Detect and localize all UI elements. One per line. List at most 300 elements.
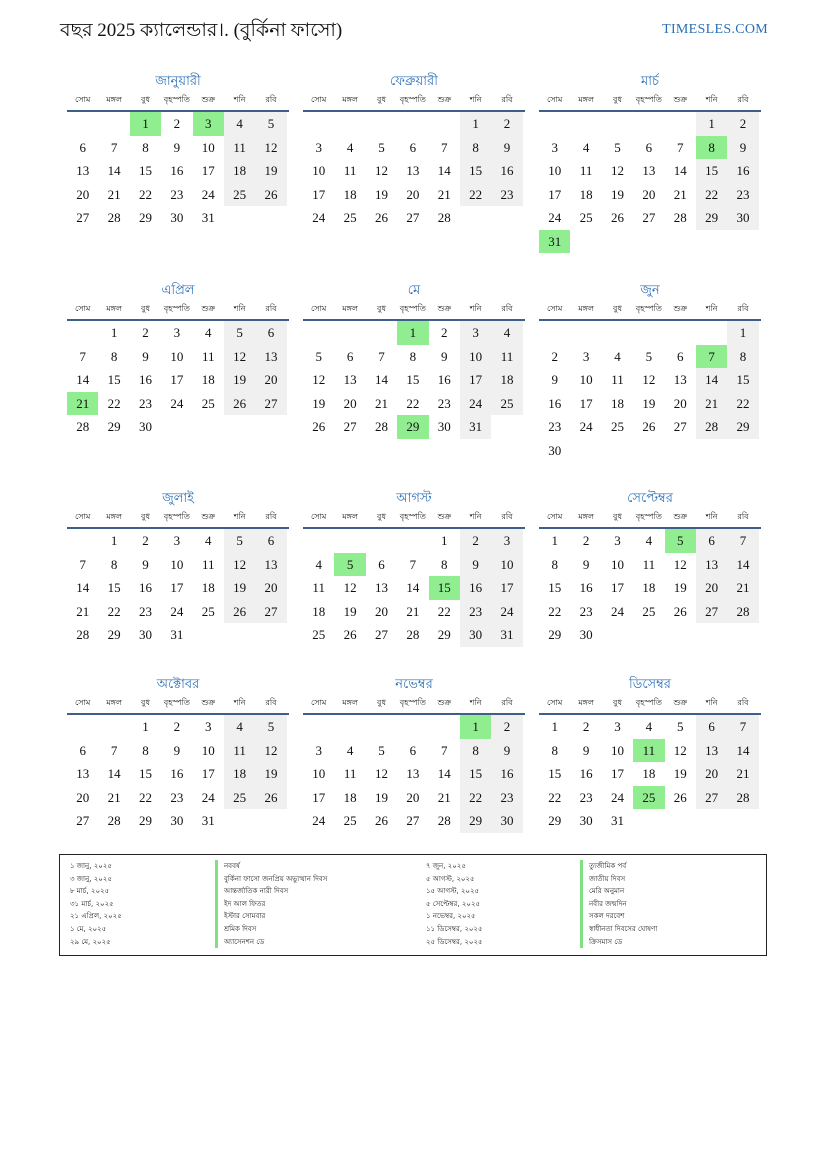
weekday-label: সোম: [547, 95, 563, 104]
weekday-label: মঙ্গল: [106, 698, 122, 707]
day-cell: 20: [76, 186, 90, 202]
day-cell: 4: [224, 715, 255, 739]
day-cell: 16: [437, 372, 451, 387]
empty-cell: [570, 112, 601, 136]
day-cell: 4: [315, 556, 322, 572]
holiday-name: অ্যাসেনশন ডে: [215, 936, 327, 949]
day-cell: 30: [170, 813, 184, 828]
day-cell: 19: [224, 368, 255, 392]
empty-cell: [696, 321, 727, 345]
day-cell: 16: [170, 163, 184, 178]
weekday-label: রবি: [501, 304, 513, 313]
day-grid: [303, 112, 525, 230]
day-cell: 3: [173, 533, 181, 548]
day-cell: 7: [110, 139, 118, 155]
day-cell: 18: [312, 603, 326, 619]
day-cell: 26: [255, 183, 286, 207]
day-cell: 9: [460, 553, 491, 577]
day-grid: [303, 529, 525, 647]
holiday-name: ক্রিসমাস ডে: [580, 936, 657, 949]
day-cell: 20: [255, 368, 286, 392]
weekday-header: [67, 299, 289, 321]
month-name: জানুয়ারী: [155, 73, 201, 88]
day-cell: 15: [548, 580, 562, 595]
day-cell: 18: [201, 372, 215, 387]
weekday-label: বুধ: [613, 698, 622, 707]
day-cell: 6: [79, 742, 86, 758]
weekday-label: শনি: [233, 304, 246, 313]
weekday-label: বৃহস্পতি: [163, 698, 190, 707]
holiday-name: স্বাধীনতা দিবসের ঘোষণা: [580, 923, 657, 936]
empty-cell: [429, 112, 460, 136]
holiday-name: ইদ আল ফিতর: [215, 898, 327, 911]
day-cell: 15: [548, 766, 562, 781]
weekday-label: বুধ: [377, 512, 386, 521]
day-cell: 29: [138, 210, 152, 225]
day-cell: 21: [107, 789, 121, 805]
day-cell: 7: [441, 139, 448, 155]
holiday-day-cell: 8: [696, 136, 727, 160]
month-4: [67, 281, 289, 439]
holiday-day-cell: 1: [130, 112, 161, 136]
month-6: [539, 281, 761, 462]
day-cell: 28: [696, 415, 727, 439]
day-cell: 27: [696, 600, 727, 624]
holiday-date: ৭ জুন, ২০২৫: [426, 862, 466, 870]
day-cell: 14: [374, 372, 388, 387]
day-cell: 23: [170, 789, 184, 805]
day-cell: 21: [437, 186, 451, 202]
weekday-label: বৃহস্পতি: [399, 304, 426, 313]
day-cell: 26: [255, 786, 286, 810]
day-cell: 1: [551, 533, 558, 548]
weekday-label: বুধ: [141, 95, 150, 104]
weekday-label: মঙ্গল: [578, 95, 594, 104]
day-cell: 17: [201, 766, 215, 781]
day-cell: 14: [76, 580, 90, 595]
day-cell: 22: [696, 183, 727, 207]
day-cell: 6: [409, 742, 417, 758]
day-cell: 9: [441, 348, 448, 364]
weekday-header: [67, 693, 289, 715]
day-cell: 14: [727, 739, 758, 763]
month-3: [539, 72, 761, 253]
day-cell: 20: [343, 395, 357, 411]
day-cell: 6: [696, 715, 727, 739]
day-grid: [303, 321, 525, 439]
day-cell: 21: [406, 603, 420, 619]
day-cell: 25: [491, 392, 522, 416]
day-cell: 11: [491, 345, 522, 369]
day-cell: 30: [491, 809, 522, 833]
weekday-label: সোম: [75, 512, 91, 521]
day-cell: 24: [610, 789, 624, 805]
day-cell: 8: [441, 556, 448, 572]
day-cell: 29: [548, 627, 562, 642]
day-cell: 5: [315, 348, 322, 364]
day-cell: 10: [201, 139, 215, 155]
weekday-label: বৃহস্পতি: [163, 95, 190, 104]
weekday-label: শনি: [469, 304, 482, 313]
weekday-header: [303, 299, 525, 321]
day-cell: 7: [441, 742, 448, 758]
weekday-label: মঙ্গল: [342, 698, 358, 707]
day-cell: 22: [460, 786, 491, 810]
weekday-label: শুক্র: [673, 512, 688, 521]
day-cell: 16: [138, 372, 152, 387]
weekday-label: শুক্র: [673, 698, 688, 707]
day-cell: 25: [224, 183, 255, 207]
day-cell: 22: [138, 186, 152, 202]
day-cell: 18: [642, 580, 656, 595]
weekday-label: সোম: [75, 698, 91, 707]
weekday-label: রবি: [737, 512, 749, 521]
day-cell: 19: [374, 789, 388, 805]
day-cell: 29: [696, 206, 727, 230]
day-cell: 10: [170, 556, 184, 572]
day-cell: 26: [673, 603, 687, 619]
weekday-label: শনি: [233, 95, 246, 104]
day-cell: 9: [173, 139, 181, 155]
day-cell: 20: [76, 789, 90, 805]
day-cell: 12: [224, 345, 255, 369]
day-cell: 9: [142, 556, 149, 572]
day-cell: 31: [170, 627, 184, 642]
month-name: আগস্ট: [396, 490, 432, 505]
day-cell: 25: [343, 813, 357, 828]
day-cell: 2: [142, 325, 149, 340]
day-cell: 29: [107, 419, 121, 434]
day-cell: 23: [727, 183, 758, 207]
day-cell: 22: [107, 395, 121, 411]
month-name: ডিসেম্বর: [629, 676, 671, 691]
day-cell: 12: [312, 372, 326, 387]
day-cell: 29: [138, 813, 152, 828]
day-cell: 18: [343, 186, 357, 202]
day-cell: 5: [255, 715, 286, 739]
day-cell: 10: [579, 372, 593, 387]
weekday-header: [67, 90, 289, 112]
day-cell: 13: [255, 553, 286, 577]
day-cell: 27: [673, 419, 687, 434]
day-cell: 12: [642, 372, 656, 387]
day-cell: 27: [406, 813, 420, 828]
weekday-label: রবি: [501, 698, 513, 707]
day-cell: 13: [642, 163, 656, 178]
day-cell: 8: [110, 348, 118, 364]
day-cell: 8: [460, 136, 491, 160]
day-cell: 31: [201, 210, 215, 225]
holiday-name: নববর্ষ: [215, 860, 327, 873]
holiday-name: ইস্টার সোমবার: [215, 910, 327, 923]
day-cell: 27: [406, 210, 420, 225]
day-cell: 18: [491, 368, 522, 392]
holiday-day-cell: 1: [460, 715, 491, 739]
day-cell: 26: [673, 789, 687, 805]
day-cell: 28: [406, 627, 420, 642]
day-cell: 19: [374, 186, 388, 202]
day-cell: 22: [727, 392, 758, 416]
day-cell: 2: [491, 715, 522, 739]
day-cell: 22: [548, 603, 562, 619]
day-cell: 7: [677, 139, 684, 155]
day-cell: 12: [374, 766, 388, 781]
month-9: [539, 489, 761, 647]
holiday-day-cell: 7: [696, 345, 727, 369]
day-cell: 19: [642, 395, 656, 411]
month-11: [303, 675, 525, 833]
day-cell: 2: [173, 116, 181, 131]
day-cell: 23: [491, 786, 522, 810]
weekday-label: শুক্র: [673, 95, 688, 104]
day-cell: 24: [579, 419, 593, 434]
day-cell: 29: [460, 809, 491, 833]
day-cell: 24: [312, 813, 326, 828]
holiday-day-cell: 1: [397, 321, 428, 345]
day-cell: 31: [610, 813, 624, 828]
day-cell: 14: [76, 372, 90, 387]
month-2: [303, 72, 525, 230]
day-grid: [67, 529, 289, 647]
day-cell: 15: [138, 766, 152, 781]
day-cell: 30: [460, 623, 491, 647]
weekday-label: বুধ: [377, 95, 386, 104]
holiday-date: ৩ জানু, ২০২৫: [70, 874, 112, 883]
holiday-names-right: [580, 860, 657, 948]
weekday-header: [303, 693, 525, 715]
day-cell: 20: [406, 789, 420, 805]
day-cell: 9: [173, 742, 181, 758]
day-cell: 13: [76, 163, 90, 178]
day-cell: 16: [727, 159, 758, 183]
day-cell: 4: [582, 139, 590, 155]
day-cell: 18: [343, 789, 357, 805]
day-cell: 24: [491, 600, 522, 624]
day-cell: 13: [696, 553, 727, 577]
day-cell: 19: [673, 580, 687, 595]
day-cell: 29: [548, 813, 562, 828]
day-cell: 26: [343, 627, 357, 642]
day-cell: 21: [727, 576, 758, 600]
day-cell: 17: [610, 766, 624, 781]
holiday-date: ৫ আগস্ট, ২০২৫: [426, 874, 475, 883]
day-cell: 26: [374, 813, 388, 828]
day-cell: 11: [343, 766, 357, 781]
day-cell: 1: [441, 533, 448, 548]
day-cell: 29: [107, 627, 121, 642]
day-cell: 10: [610, 742, 624, 758]
day-cell: 9: [727, 136, 758, 160]
day-cell: 7: [378, 348, 385, 364]
day-cell: 5: [378, 742, 385, 758]
day-cell: 4: [205, 325, 212, 340]
day-cell: 13: [406, 163, 420, 178]
day-cell: 13: [255, 345, 286, 369]
day-cell: 28: [727, 600, 758, 624]
weekday-label: শুক্র: [437, 512, 452, 521]
day-cell: 20: [374, 603, 388, 619]
day-cell: 15: [460, 159, 491, 183]
day-cell: 14: [437, 766, 451, 781]
empty-cell: [429, 715, 460, 739]
holiday-date: ১৫ আগস্ট, ২০২৫: [426, 887, 480, 896]
day-cell: 9: [551, 372, 558, 387]
month-8: [303, 489, 525, 647]
empty-cell: [67, 321, 98, 345]
weekday-label: শুক্র: [201, 95, 216, 104]
day-cell: 10: [312, 163, 326, 178]
day-cell: 30: [548, 442, 562, 458]
day-cell: 16: [460, 576, 491, 600]
day-cell: 1: [110, 533, 118, 548]
day-cell: 16: [548, 395, 562, 411]
day-cell: 26: [224, 392, 255, 416]
day-cell: 21: [696, 392, 727, 416]
day-cell: 15: [138, 163, 152, 178]
weekday-label: মঙ্গল: [578, 698, 594, 707]
weekday-label: শনি: [233, 512, 246, 521]
day-cell: 10: [460, 345, 491, 369]
month-name: এপ্রিল: [161, 282, 195, 297]
empty-cell: [98, 112, 129, 136]
day-cell: 30: [138, 627, 152, 642]
day-cell: 12: [610, 163, 624, 178]
holiday-dates-right: [426, 860, 483, 948]
day-cell: 17: [610, 580, 624, 595]
empty-cell: [303, 529, 334, 553]
holiday-date: ১ নভেম্বর, ২০২৫: [426, 912, 476, 921]
day-cell: 15: [727, 368, 758, 392]
day-cell: 21: [107, 186, 121, 202]
day-grid: [539, 112, 761, 253]
weekday-header: [67, 507, 289, 529]
weekday-label: বুধ: [613, 95, 622, 104]
page-title: বছর 2025 ক্যালেন্ডার।. (বুর্কিনা ফাসো): [60, 20, 343, 41]
day-cell: 2: [460, 529, 491, 553]
day-cell: 7: [79, 556, 86, 572]
day-cell: 4: [224, 112, 255, 136]
site-link[interactable]: TIMESLES.COM: [662, 22, 768, 37]
empty-cell: [397, 112, 428, 136]
weekday-label: বুধ: [377, 304, 386, 313]
day-cell: 25: [610, 419, 624, 434]
day-cell: 16: [579, 766, 593, 781]
day-cell: 5: [614, 139, 621, 155]
day-cell: 13: [673, 372, 687, 387]
month-name: ফেব্রুয়ারী: [390, 73, 438, 88]
empty-cell: [67, 112, 98, 136]
empty-cell: [397, 715, 428, 739]
weekday-label: রবি: [265, 512, 277, 521]
day-cell: 16: [170, 766, 184, 781]
day-cell: 5: [224, 529, 255, 553]
month-7: [67, 489, 289, 647]
day-cell: 8: [142, 742, 149, 758]
day-cell: 19: [255, 762, 286, 786]
weekday-label: সোম: [547, 698, 563, 707]
day-cell: 19: [343, 603, 357, 619]
day-cell: 28: [107, 813, 121, 828]
weekday-label: সোম: [311, 95, 327, 104]
weekday-label: মঙ্গল: [578, 512, 594, 521]
weekday-label: মঙ্গল: [106, 95, 122, 104]
day-cell: 30: [138, 419, 152, 434]
day-cell: 10: [491, 553, 522, 577]
month-name: নভেম্বর: [395, 676, 433, 691]
day-cell: 11: [201, 348, 215, 364]
weekday-label: বৃহস্পতি: [399, 95, 426, 104]
day-cell: 18: [201, 580, 215, 595]
day-cell: 21: [374, 395, 388, 411]
day-cell: 24: [170, 603, 184, 619]
weekday-label: সোম: [547, 304, 563, 313]
weekday-label: বৃহস্পতি: [399, 698, 426, 707]
month-10: [67, 675, 289, 833]
empty-cell: [602, 112, 633, 136]
day-cell: 3: [491, 529, 522, 553]
weekday-label: বুধ: [141, 698, 150, 707]
day-cell: 23: [138, 603, 152, 619]
day-cell: 31: [491, 623, 522, 647]
day-cell: 11: [224, 136, 255, 160]
holiday-day-cell: 11: [633, 739, 664, 763]
weekday-header: [303, 507, 525, 529]
day-cell: 20: [696, 762, 727, 786]
day-grid: [67, 112, 289, 230]
day-cell: 10: [170, 348, 184, 364]
holiday-date: ৫ সেপ্টেম্বর, ২০২৫: [426, 899, 481, 908]
day-cell: 5: [378, 139, 385, 155]
month-5: [303, 281, 525, 439]
day-cell: 6: [696, 529, 727, 553]
day-cell: 3: [205, 719, 212, 734]
day-cell: 13: [76, 766, 90, 781]
weekday-label: সোম: [311, 698, 327, 707]
day-cell: 20: [673, 395, 687, 411]
day-cell: 4: [491, 321, 522, 345]
day-cell: 28: [673, 210, 687, 225]
weekday-label: বুধ: [141, 512, 150, 521]
day-cell: 20: [255, 576, 286, 600]
day-cell: 28: [107, 210, 121, 225]
day-cell: 27: [255, 392, 286, 416]
day-cell: 3: [315, 742, 322, 758]
day-cell: 2: [441, 325, 448, 340]
holiday-date: ২১ এপ্রিল, ২০২৫: [70, 912, 122, 921]
day-cell: 16: [491, 159, 522, 183]
holiday-name: বুর্কিনা ফাসো জনপ্রিয় অভ্যুত্থান দিবস: [215, 873, 327, 886]
holiday-name: নবীর জন্মদিন: [580, 898, 657, 911]
day-cell: 2: [551, 348, 558, 364]
weekday-header: [539, 90, 761, 112]
day-cell: 18: [224, 159, 255, 183]
weekday-header: [539, 693, 761, 715]
month-12: [539, 675, 761, 833]
day-cell: 29: [727, 415, 758, 439]
holiday-date: ১১ ডিসেম্বর, ২০২৫: [426, 924, 483, 933]
empty-cell: [67, 529, 98, 553]
day-cell: 8: [551, 742, 558, 758]
day-grid: [303, 715, 525, 833]
holiday-date: ২৯ মে, ২০২৫: [70, 937, 111, 946]
day-cell: 19: [673, 766, 687, 781]
day-cell: 16: [491, 762, 522, 786]
holiday-day-cell: 31: [539, 230, 570, 254]
weekday-label: বৃহস্পতি: [635, 698, 662, 707]
day-cell: 17: [491, 576, 522, 600]
holiday-date: ১ মে, ২০২৫: [70, 924, 107, 933]
day-cell: 28: [374, 419, 388, 434]
